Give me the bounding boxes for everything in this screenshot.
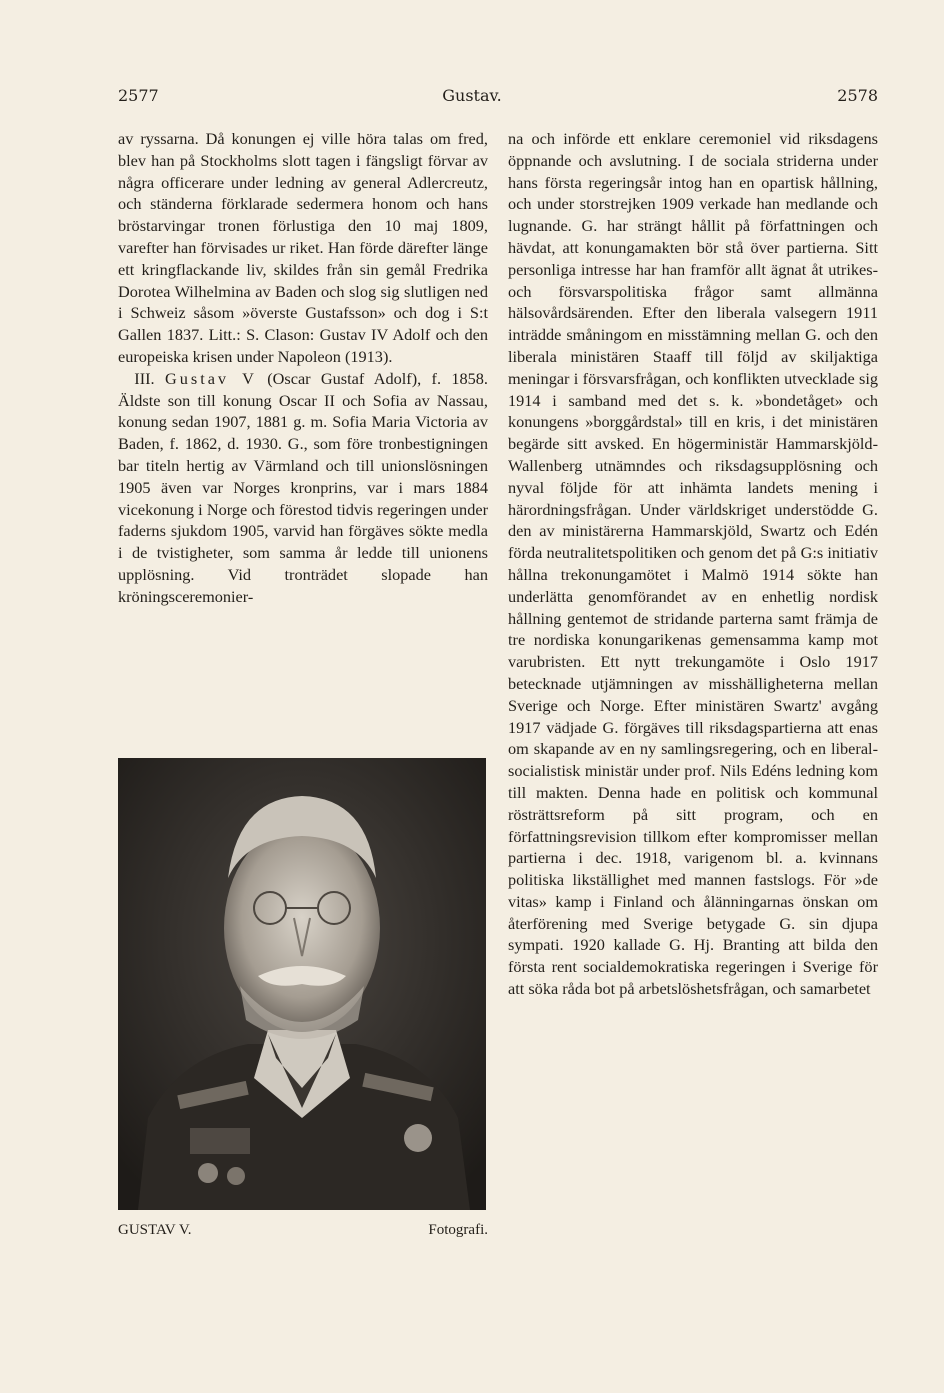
- page-number-right: 2578: [837, 86, 878, 105]
- running-title: Gustav.: [442, 86, 502, 105]
- caption-credit: Fotografi.: [428, 1222, 488, 1238]
- page-number-left: 2577: [118, 86, 159, 105]
- caption-subject: GUSTAV V.: [118, 1222, 192, 1238]
- left-column: [118, 128, 488, 608]
- right-column: [508, 128, 878, 1000]
- entry-text: (Oscar Gustaf Adolf), f. 1858. Äldste son till konung Oscar II och Sofia av Nassau, konung sedan 1907, 1881 g. m. Sofia Maria Victoria av Baden, f. 1862, d. 1930. G., som före tronbestigningen bar titeln hertig av Värmland och till unionslösningen 1905 även var Norges kronprins, var i mars 1884 vicekonung i Norge och förestod tidvis regeringen under faderns sjukdom 1905, varvid han förgäves sökte medla i de tvistigheter, som samma år ledde till unionens upplösning. Vid tronträdet slopade han kröningsceremonier-: [118, 368, 488, 606]
- running-header: [0, 86, 944, 110]
- portrait-photo: [118, 758, 486, 1210]
- photo-caption: [118, 1222, 488, 1244]
- paragraph-continued: na och införde ett enklare ceremoniel vid riksdagens öppnande och avslutning. I de sociala striderna under hans första regeringsår intog han en opartisk hållning, och under storstrejken 1909 verkade han medlande och lugnande. G. har strängt hållit på författningen och hävdat, att konungamakten bör stå över partierna. Sitt personliga intresse har han framför allt ägnat åt utrikes- och försvarspolitiska frågor samt allmänna hälsovårdsärenden. Efter den liberala valsegern 1911 inträdde småningom en misstämning mellan G. och den liberala ministären Staaff till följd av skiljaktiga meningar i försvarsfrågan, och konflikten utvecklade sig 1914 i samband med det s. k. »bondetåget» och konungens »borggårdstal» till en kris, i det ministären begärde sitt avsked. En högerministär Hammarskjöld-Wallenberg utnämndes och riksdagsupplösning och nyval följde för att inhämta landets mening i härordningsfrågan. Under världskriget understödde G. den av ministärerna Hammarskjöld, Swartz och Edén förda neutralitetspolitiken och genom det på G:s initiativ hållna trekonungamötet i Malmö 1914 sökte han underlätta genomförandet av en enhetlig nordisk hållning gentemot de stridande parterna samt främja de tre nordiska konungarikenas gemensamma kamp mot varubristen. Ett nytt trekungamöte i Oslo 1917 betecknade utjämningen av misshälligheterna mellan Sverige och Norge. Efter ministären Swartz' avgång 1917 vädjade G. förgäves till riksdagspartierna att enas om skapande av en ny samlingsregering, och en liberal-socialistisk ministär under prof. Nils Edéns ledning kom till makten. Denna hade en politisk och kommunal rösträttsreform på sitt program, och en författningsrevision tillkom efter kompromisser mellan partierna i dec. 1918, varigenom bl. a. kvinnans politiska likställighet med mannen fastslogs. För »de vitas» kamp i Finland och ålänningarnas önskan om återförening med Sverige betygade G. sin djupa sympati. 1920 kallade G. Hj. Branting att bilda den första rent socialdemokratiska regeringen i Sverige för att söka råda bot på arbetslöshetsfrågan, och samarbetet: [508, 129, 878, 999]
- paragraph-gustav-iv: av ryssarna. Då konungen ej ville höra talas om fred, blev han på Stockholms slott tagen i fängsligt förvar av några officerare under ledning av general Adlercreutz, och ständerna förklarade sedermera honom och hans bröstarvingar tronen förlustiga den 10 maj 1809, varefter han förvisades ur riket. Han förde därefter länge ett kringflackande liv, skildes från sin gemål Fredrika Dorotea Wilhelmina av Baden och slog sig slutligen ned i Schweiz såsom »överste Gustafsson» och dog i S:t Gallen 1837. Litt.: S. Clason: Gustav IV Adolf och den europeiska krisen under Napoleon (1913).: [118, 129, 488, 366]
- entry-name: Gustav V: [164, 368, 257, 388]
- section-number: III.: [134, 368, 155, 388]
- paragraph-gustav-v: [118, 368, 488, 608]
- portrait-image: [118, 758, 486, 1210]
